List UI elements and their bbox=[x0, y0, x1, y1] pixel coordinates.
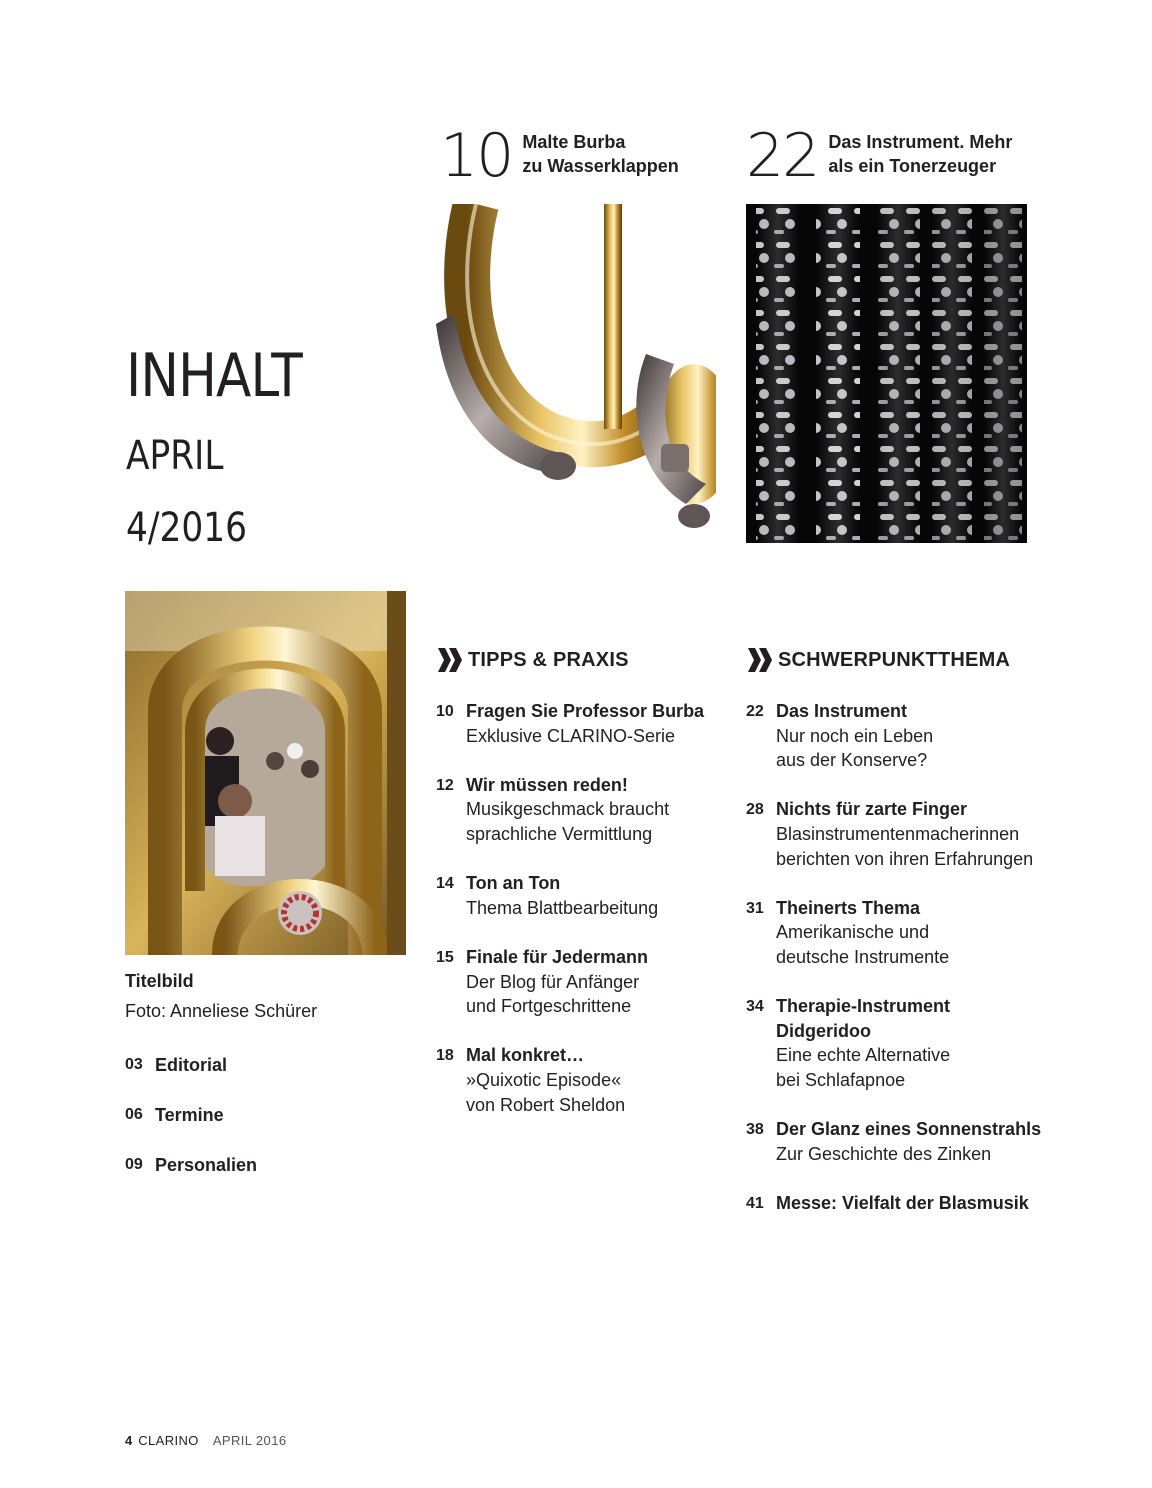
entry-page-number: 03 bbox=[125, 1056, 143, 1073]
entry-title: Editorial bbox=[155, 1055, 228, 1075]
entry-title: Therapie-Instrument bbox=[776, 996, 951, 1017]
section-heading-tipps bbox=[436, 646, 629, 674]
entry-page-number: 10 bbox=[436, 703, 454, 720]
left-toc bbox=[125, 1055, 257, 1176]
cover-caption-title: Titelbild bbox=[125, 971, 194, 991]
teaser-line: Malte Burba bbox=[522, 132, 626, 152]
left-toc-entry[interactable] bbox=[125, 1155, 257, 1176]
entry-title: Ton an Ton bbox=[466, 873, 561, 894]
entry-title: Didgeridoo bbox=[776, 1020, 871, 1041]
entry-subtitle: bei Schlafapnoe bbox=[776, 1069, 906, 1090]
teaser-line: zu Wasserklappen bbox=[522, 156, 679, 176]
footer-issue-date: APRIL 2016 bbox=[212, 1433, 287, 1448]
clarinets-photo bbox=[746, 204, 1027, 543]
entry-subtitle: Amerikanische und bbox=[776, 922, 930, 943]
entry-subtitle: Blasinstrumentenmacherinnen bbox=[776, 823, 1020, 844]
entry-page-number: 09 bbox=[125, 1156, 143, 1173]
entry-title: Termine bbox=[155, 1105, 224, 1125]
entry-page-number: 18 bbox=[436, 1047, 454, 1065]
entry-subtitle: Eine echte Alternative bbox=[776, 1045, 951, 1066]
entry-title: Personalien bbox=[155, 1155, 258, 1175]
toc-entry[interactable] bbox=[746, 1191, 1066, 1217]
toc-tipps bbox=[436, 699, 736, 1142]
entry-subtitle: Zur Geschichte des Zinken bbox=[776, 1143, 992, 1164]
teaser-10[interactable] bbox=[440, 121, 679, 191]
entry-title: Mal konkret… bbox=[466, 1045, 585, 1066]
entry-subtitle: aus der Konserve? bbox=[776, 750, 928, 771]
left-toc-entry[interactable] bbox=[125, 1055, 257, 1076]
page-footer bbox=[125, 1433, 286, 1448]
entry-title: Wir müssen reden! bbox=[466, 774, 628, 795]
cover-photo bbox=[125, 591, 406, 955]
toc-entry[interactable] bbox=[746, 699, 1066, 773]
teaser-22[interactable] bbox=[746, 121, 1013, 191]
toc-schwerpunkt bbox=[746, 699, 1066, 1241]
footer-page-number: 4 bbox=[125, 1433, 133, 1448]
double-chevron-icon bbox=[436, 646, 464, 674]
entry-page-number: 12 bbox=[436, 776, 454, 794]
entry-page-number: 41 bbox=[746, 1194, 764, 1212]
entry-page-number: 31 bbox=[746, 899, 764, 917]
entry-subtitle: Nur noch ein Leben bbox=[776, 725, 934, 746]
entry-page-number: 06 bbox=[125, 1106, 143, 1123]
toc-entry[interactable] bbox=[436, 871, 736, 920]
toc-entry[interactable] bbox=[746, 994, 1066, 1092]
entry-subtitle: sprachliche Vermittlung bbox=[466, 823, 653, 844]
teaser-headline bbox=[522, 130, 678, 178]
issue-number: 4/2016 bbox=[126, 505, 248, 551]
teaser-line: als ein Tonerzeuger bbox=[828, 156, 997, 176]
entry-title: Nichts für zarte Finger bbox=[776, 799, 968, 820]
left-toc-entry[interactable] bbox=[125, 1105, 257, 1126]
entry-subtitle: von Robert Sheldon bbox=[466, 1094, 626, 1115]
entry-subtitle: Thema Blattbearbeitung bbox=[466, 897, 659, 918]
entry-title: Das Instrument bbox=[776, 701, 908, 721]
toc-entry[interactable] bbox=[746, 1117, 1066, 1166]
footer-magazine-name: CLARINO bbox=[138, 1433, 199, 1448]
entry-page-number: 34 bbox=[746, 998, 764, 1016]
entry-title: Theinerts Thema bbox=[776, 897, 921, 918]
entry-subtitle: »Quixotic Episode« bbox=[466, 1069, 622, 1090]
entry-page-number: 28 bbox=[746, 801, 764, 819]
entry-subtitle: berichten von ihren Erfahrungen bbox=[776, 848, 1034, 869]
entry-page-number: 15 bbox=[436, 948, 454, 966]
toc-entry[interactable] bbox=[436, 945, 736, 1019]
double-chevron-icon bbox=[746, 646, 774, 674]
entry-title: Der Glanz eines Sonnenstrahls bbox=[776, 1119, 1042, 1140]
cover-photo-credit: Foto: Anneliese Schürer bbox=[125, 1001, 318, 1021]
toc-entry[interactable] bbox=[746, 896, 1066, 970]
entry-page-number: 14 bbox=[436, 875, 454, 893]
entry-subtitle: deutsche Instrumente bbox=[776, 946, 950, 967]
toc-entry[interactable] bbox=[436, 773, 736, 847]
entry-subtitle: Der Blog für Anfänger bbox=[466, 971, 640, 992]
entry-subtitle: Exklusive CLARINO-Serie bbox=[466, 725, 676, 746]
toc-entry[interactable] bbox=[436, 699, 736, 748]
toc-entry[interactable] bbox=[436, 1043, 736, 1117]
page-title: INHALT bbox=[126, 341, 302, 411]
entry-page-number: 38 bbox=[746, 1121, 764, 1139]
teaser-line: Das Instrument. Mehr bbox=[828, 132, 1013, 152]
entry-title: Finale für Jedermann bbox=[466, 946, 649, 967]
section-heading-schwerpunkt bbox=[746, 646, 1010, 674]
toc-entry[interactable] bbox=[746, 797, 1066, 871]
entry-title: Fragen Sie Professor Burba bbox=[466, 701, 705, 721]
issue-month: APRIL bbox=[126, 433, 224, 479]
entry-title: Messe: Vielfalt der Blasmusik bbox=[776, 1192, 1029, 1213]
entry-subtitle: und Fortgeschrittene bbox=[466, 996, 632, 1017]
section-heading-label: TIPPS & PRAXIS bbox=[468, 648, 629, 671]
entry-page-number: 22 bbox=[746, 703, 764, 720]
water-key-photo bbox=[436, 204, 716, 542]
section-heading-label: SCHWERPUNKTTHEMA bbox=[778, 648, 1011, 671]
teaser-page-number: 22 bbox=[746, 121, 819, 191]
teaser-page-number: 10 bbox=[440, 121, 513, 191]
entry-subtitle: Musikgeschmack braucht bbox=[466, 799, 670, 820]
teaser-headline bbox=[828, 130, 1012, 178]
